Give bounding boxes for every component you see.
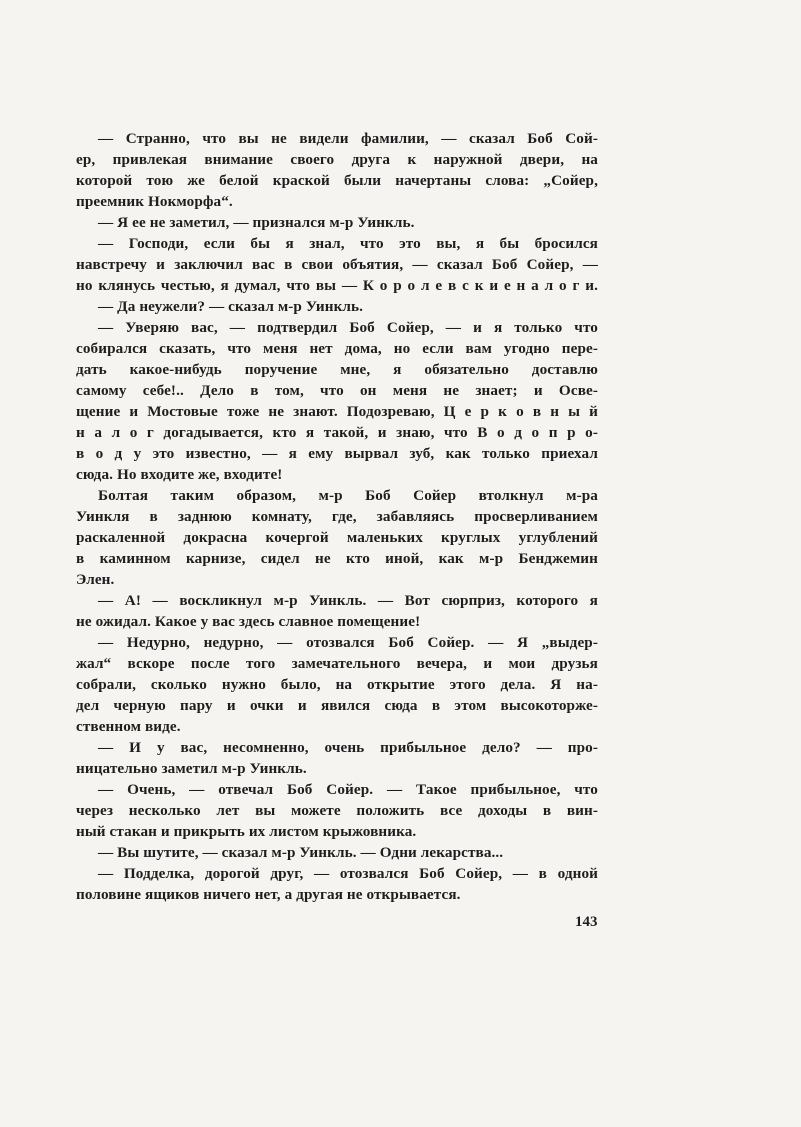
text-line: половине ящиков ничего нет, а другая не открывается. [76,886,461,903]
text-line: навстречу и заключил вас в свои объятия, — сказал Боб Сойер, — [76,256,598,273]
text-line: — Очень, — отвечал Боб Сойер. — Такое прибыльное, что [98,781,598,798]
text-line: — Вы шутите, — сказал м-р Уинкль. — Одни лекарства... [98,844,504,861]
text-line: жал“ вскоре после того замечательного вечера, и мои друзья [76,655,598,672]
body-text [76,128,598,905]
text-line: дел черную пару и очки и явился сюда в этом высокоторже- [76,697,598,714]
text-line: сюда. Но входите же, входите! [76,466,283,483]
text-line: преемник Нокморфа“. [76,193,233,210]
text-line: но клянусь честью, я думал, что вы — К о р о л е в с к и е н а л о г и. [76,277,598,294]
text-line: — Странно, что вы не видели фамилии, — сказал Боб Сой- [98,130,598,147]
text-line: — Недурно, недурно, — отозвался Боб Сойер. — Я „выдер- [98,634,598,651]
text-line: Уинкля в заднюю комнату, где, забавляясь просверливанием [76,508,598,525]
text-line: Элен. [76,571,115,588]
text-line: самому себе!.. Дело в том, что он меня не знает; и Осве- [76,382,598,399]
text-line: раскаленной докрасна кочергой маленьких круглых углублений [76,529,598,546]
text-line: — А! — воскликнул м-р Уинкль. — Вот сюрприз, которого я [98,592,598,609]
page-number: 143 [575,914,598,930]
text-line: ный стакан и прикрыть их листом крыжовника. [76,823,417,840]
text-line: дать какое-нибудь поручение мне, я обязательно доставлю [76,361,598,378]
text-line: — Да неужели? — сказал м-р Уинкль. [98,298,364,315]
text-line: через несколько лет вы можете положить все доходы в вин- [76,802,598,819]
text-line: н а л о г догадывается, кто я такой, и знаю, что В о д о п р о- [76,424,598,441]
text-line: собрали, сколько нужно было, на открытие этого дела. Я на- [76,676,598,693]
text-line: в каминном карнизе, сидел не кто иной, как м-р Бенджемин [76,550,598,567]
text-line: ственном виде. [76,718,181,735]
text-line: — Я ее не заметил, — признался м-р Уинкль. [98,214,415,231]
text-line: — Уверяю вас, — подтвердил Боб Сойер, — и я только что [98,319,598,336]
text-line: ер, привлекая внимание своего друга к наружной двери, на [76,151,598,168]
text-line: ницательно заметил м-р Уинкль. [76,760,307,777]
text-line: собирался сказать, что меня нет дома, но если вам угодно пере- [76,340,598,357]
text-line: не ожидал. Какое у вас здесь славное помещение! [76,613,421,630]
text-line: — Господи, если бы я знал, что это вы, я бы бросился [98,235,598,252]
text-line: — И у вас, несомненно, очень прибыльное дело? — про- [98,739,598,756]
text-line: которой тою же белой краской были начертаны слова: „Сойер, [76,172,598,189]
text-line: в о д у это известно, — я ему вырвал зуб, как только приехал [76,445,598,462]
text-line: — Подделка, дорогой друг, — отозвался Боб Сойер, — в одной [98,865,598,882]
text-line: щение и Мостовые тоже не знают. Подозреваю, Ц е р к о в н ы й [76,403,598,420]
text-line: Болтая таким образом, м-р Боб Сойер втолкнул м-ра [98,487,598,504]
